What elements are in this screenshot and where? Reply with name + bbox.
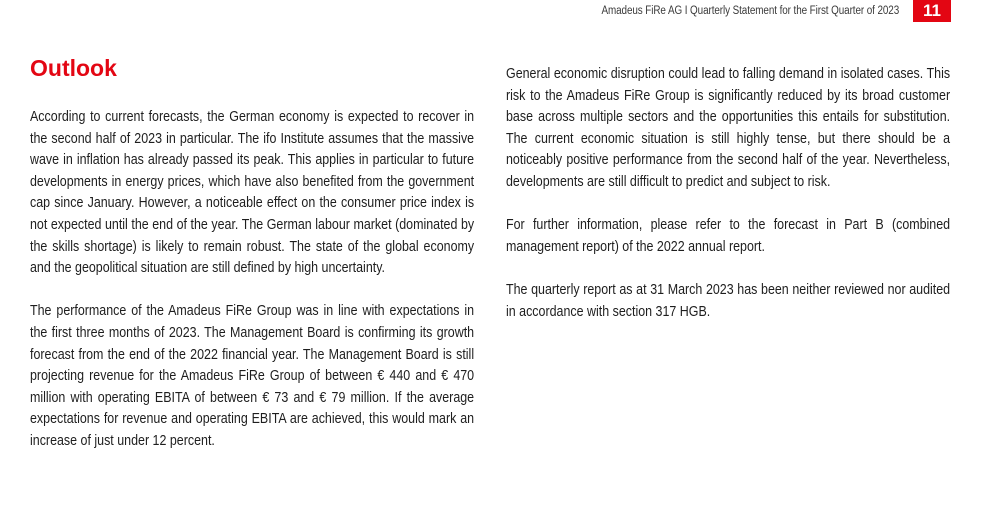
page-number-badge: 11 <box>913 0 951 22</box>
paragraph-risk: General economic disruption could lead to falling demand in isolated cases. This risk to the Amadeus FiRe Group is significantly reduced by its broad customer base across multiple sectors and the opportunities this entails for substitution. The current economic situation is still highly tense, but there should be a noticeably positive performance from the second half of the year. Nevertheless, developments are still difficult to predict and subject to risk. <box>506 66 951 190</box>
page-header <box>553 0 951 22</box>
paragraph-economy-forecast: According to current forecasts, the German economy is expected to recover in the second half of 2023 in particular. The ifo Institute assumes that the massive wave in inflation has already passed its peak. This applies in particular to future developments in energy prices, which have also benefited from the government cap since January. However, a noticeable effect on the consumer price index is not expected until the end of the year. The German labour market (dominated by the skills shortage) is likely to remain robust. The state of the global economy and the geopolitical situation are still defined by high uncertainty. <box>30 109 475 277</box>
left-column <box>30 107 547 474</box>
right-column <box>506 64 991 345</box>
section-title: Outlook <box>30 55 117 81</box>
paragraph-audit-note: The quarterly report as at 31 March 2023 has been neither reviewed nor audited in accordance with section 317 HGB. <box>506 281 951 320</box>
running-title: Amadeus FiRe AG I Quarterly Statement for the First Quarter of 2023 <box>601 5 899 17</box>
paragraph-group-performance: The performance of the Amadeus FiRe Group was in line with expectations in the first three months of 2023. The Management Board is confirming its growth forecast from the end of the 2022 financial year. The Management Board is still projecting revenue for the Amadeus FiRe Group of between € 440 and € 470 million with operating EBITA of between € 73 and € 79 million. If the average expectations for revenue and operating EBITA are achieved, this would mark an increase of just under 12 percent. <box>30 303 475 449</box>
paragraph-further-information: For further information, please refer to the forecast in Part B (combined management report) of the 2022 annual report. <box>506 217 951 255</box>
